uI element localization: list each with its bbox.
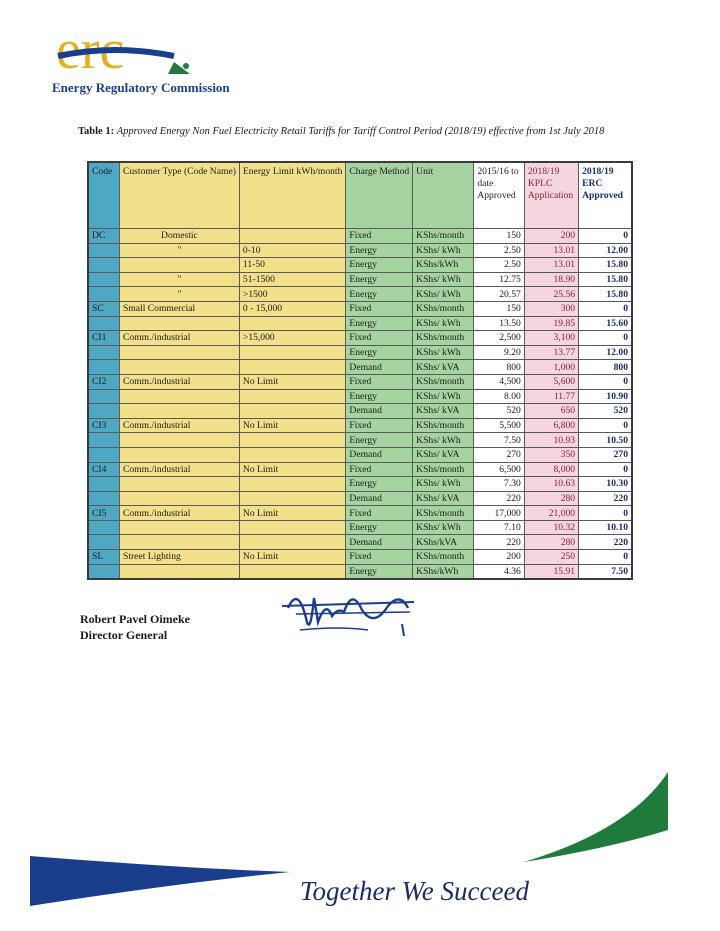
caption-label: Table 1: <box>78 126 115 137</box>
signatory-title: Director General <box>80 628 168 642</box>
cell-erc: 10.10 <box>579 520 632 535</box>
cell-unit: KShs/ kVA <box>413 404 474 419</box>
cell-erc: 7.50 <box>579 564 632 579</box>
cell-kplc: 250 <box>524 550 578 565</box>
table-row <box>88 331 632 346</box>
cell-kplc: 650 <box>524 404 578 419</box>
cell-erc: 0 <box>579 229 632 244</box>
cell-code <box>88 345 119 360</box>
cell-customer <box>119 258 239 273</box>
cell-charge: Energy <box>346 316 413 331</box>
cell-charge: Energy <box>346 287 413 302</box>
cell-a15: 4,500 <box>474 374 525 389</box>
caption-text: Approved Energy Non Fuel Electricity Retail Tariffs for Tariff Control Period (2018/19) effective from 1st July 2018 <box>116 126 605 137</box>
cell-erc: 270 <box>579 447 632 462</box>
cell-kplc: 19.85 <box>524 316 578 331</box>
cell-code <box>88 477 119 492</box>
cell-limit: 0 - 15,000 <box>239 301 345 316</box>
cell-erc: 0 <box>579 550 632 565</box>
cell-unit: KShs/month <box>413 229 474 244</box>
cell-kplc: 200 <box>524 229 578 244</box>
cell-a15: 800 <box>474 360 525 375</box>
cell-limit <box>239 491 345 506</box>
cell-a15: 270 <box>474 447 525 462</box>
table-row <box>88 535 632 550</box>
cell-customer: Domestic <box>119 229 239 244</box>
cell-charge: Energy <box>346 258 413 273</box>
table-row <box>88 550 632 565</box>
cell-code <box>88 404 119 419</box>
cell-unit: KShs/ kWh <box>413 433 474 448</box>
header-kplc: 2018/19 KPLC Application <box>524 162 578 229</box>
cell-limit <box>239 477 345 492</box>
cell-unit: KShs/ kWh <box>413 389 474 404</box>
cell-code: DC <box>88 229 119 244</box>
cell-charge: Demand <box>346 404 413 419</box>
cell-code: CI2 <box>88 374 119 389</box>
cell-customer <box>119 447 239 462</box>
cell-code: CI4 <box>88 462 119 477</box>
cell-a15: 7.30 <box>474 477 525 492</box>
cell-charge: Fixed <box>346 418 413 433</box>
cell-code <box>88 520 119 535</box>
cell-erc: 800 <box>579 360 632 375</box>
cell-customer: " <box>119 272 239 287</box>
cell-kplc: 10.32 <box>524 520 578 535</box>
cell-code <box>88 258 119 273</box>
cell-customer: " <box>119 287 239 302</box>
cell-unit: KShs/kVA <box>413 535 474 550</box>
cell-unit: KShs/ kWh <box>413 272 474 287</box>
cell-limit: No Limit <box>239 374 345 389</box>
cell-a15: 7.10 <box>474 520 525 535</box>
cell-unit: KShs/month <box>413 506 474 521</box>
cell-charge: Energy <box>346 389 413 404</box>
cell-unit: KShs/ kWh <box>413 316 474 331</box>
table-row <box>88 360 632 375</box>
cell-customer: Comm./industrial <box>119 331 239 346</box>
cell-unit: KShs/ kVA <box>413 447 474 462</box>
cell-a15: 2,500 <box>474 331 525 346</box>
cell-customer <box>119 477 239 492</box>
table-row <box>88 272 632 287</box>
header-limit: Energy Limit kWh/month <box>239 162 345 229</box>
cell-a15: 12.75 <box>474 272 525 287</box>
cell-kplc: 18.90 <box>524 272 578 287</box>
cell-a15: 520 <box>474 404 525 419</box>
cell-kplc: 25.56 <box>524 287 578 302</box>
table-row <box>88 316 632 331</box>
cell-erc: 10.30 <box>579 477 632 492</box>
cell-unit: KShs/month <box>413 301 474 316</box>
table-row <box>88 345 632 360</box>
cell-code <box>88 564 119 579</box>
cell-erc: 10.50 <box>579 433 632 448</box>
table-header-row <box>88 162 632 229</box>
table-row <box>88 564 632 579</box>
header-erc: 2018/19 ERC Approved <box>579 162 632 229</box>
cell-limit <box>239 389 345 404</box>
cell-a15: 150 <box>474 229 525 244</box>
cell-charge: Fixed <box>346 506 413 521</box>
cell-code: SC <box>88 301 119 316</box>
cell-charge: Fixed <box>346 331 413 346</box>
header-customer: Customer Type (Code Name) <box>119 162 239 229</box>
cell-erc: 15.80 <box>579 272 632 287</box>
cell-a15: 17,000 <box>474 506 525 521</box>
cell-unit: KShs/ kVA <box>413 491 474 506</box>
cell-kplc: 5,600 <box>524 374 578 389</box>
signatory-name: Robert Pavel Oimeke <box>80 612 190 626</box>
cell-code <box>88 491 119 506</box>
cell-charge: Energy <box>346 564 413 579</box>
header-charge: Charge Method <box>346 162 413 229</box>
cell-kplc: 10.63 <box>524 477 578 492</box>
table-body <box>88 229 632 580</box>
blue-swoosh <box>0 850 300 910</box>
cell-limit <box>239 229 345 244</box>
cell-code <box>88 243 119 258</box>
cell-erc: 520 <box>579 404 632 419</box>
cell-limit: 51-1500 <box>239 272 345 287</box>
cell-limit <box>239 520 345 535</box>
cell-a15: 13.50 <box>474 316 525 331</box>
signature-image <box>278 578 418 644</box>
cell-customer <box>119 520 239 535</box>
table-row <box>88 506 632 521</box>
cell-limit: No Limit <box>239 506 345 521</box>
cell-limit: 11-50 <box>239 258 345 273</box>
cell-customer: Street Lighting <box>119 550 239 565</box>
cell-charge: Energy <box>346 433 413 448</box>
table-row <box>88 374 632 389</box>
table-row <box>88 301 632 316</box>
cell-kplc: 3,100 <box>524 331 578 346</box>
table-row <box>88 258 632 273</box>
cell-erc: 0 <box>579 301 632 316</box>
org-name: Energy Regulatory Commission <box>52 80 230 95</box>
cell-erc: 12.00 <box>579 345 632 360</box>
cell-limit: >15,000 <box>239 331 345 346</box>
cell-customer <box>119 535 239 550</box>
cell-a15: 7.50 <box>474 433 525 448</box>
cell-limit: No Limit <box>239 462 345 477</box>
cell-customer: Small Commercial <box>119 301 239 316</box>
cell-erc: 0 <box>579 506 632 521</box>
cell-erc: 15.60 <box>579 316 632 331</box>
cell-unit: KShs/kWh <box>413 258 474 273</box>
cell-code <box>88 433 119 448</box>
cell-code <box>88 316 119 331</box>
cell-a15: 5,500 <box>474 418 525 433</box>
logo-mark-letters: erc <box>56 22 125 78</box>
cell-charge: Demand <box>346 360 413 375</box>
cell-charge: Demand <box>346 491 413 506</box>
cell-code <box>88 389 119 404</box>
erc-logo <box>52 22 252 102</box>
cell-charge: Energy <box>346 243 413 258</box>
cell-erc: 0 <box>579 374 632 389</box>
cell-customer <box>119 564 239 579</box>
cell-customer: Comm./industrial <box>119 418 239 433</box>
cell-erc: 0 <box>579 331 632 346</box>
table-row <box>88 520 632 535</box>
cell-customer: Comm./industrial <box>119 374 239 389</box>
cell-charge: Fixed <box>346 550 413 565</box>
cell-customer <box>119 316 239 331</box>
cell-kplc: 13.77 <box>524 345 578 360</box>
cell-kplc: 10.93 <box>524 433 578 448</box>
cell-erc: 15.80 <box>579 258 632 273</box>
cell-charge: Energy <box>346 520 413 535</box>
table-row <box>88 491 632 506</box>
cell-unit: KShs/month <box>413 418 474 433</box>
cell-kplc: 280 <box>524 491 578 506</box>
cell-charge: Demand <box>346 535 413 550</box>
cell-limit: 0-10 <box>239 243 345 258</box>
cell-customer <box>119 404 239 419</box>
cell-limit: No Limit <box>239 418 345 433</box>
cell-limit <box>239 360 345 375</box>
tariff-table <box>87 161 633 580</box>
footer-slogan: Together We Succeed <box>300 876 529 906</box>
table-row <box>88 287 632 302</box>
cell-unit: KShs/kWh <box>413 564 474 579</box>
cell-code <box>88 535 119 550</box>
table-row <box>88 243 632 258</box>
cell-kplc: 15.91 <box>524 564 578 579</box>
cell-charge: Fixed <box>346 301 413 316</box>
cell-unit: KShs/month <box>413 550 474 565</box>
cell-a15: 8.00 <box>474 389 525 404</box>
erc-logo-mark <box>56 22 206 78</box>
cell-customer <box>119 389 239 404</box>
cell-limit <box>239 433 345 448</box>
cell-erc: 12.00 <box>579 243 632 258</box>
table-row <box>88 477 632 492</box>
cell-charge: Fixed <box>346 229 413 244</box>
cell-code: CI3 <box>88 418 119 433</box>
cell-unit: KShs/ kWh <box>413 345 474 360</box>
cell-limit: >1500 <box>239 287 345 302</box>
cell-customer <box>119 491 239 506</box>
cell-kplc: 350 <box>524 447 578 462</box>
cell-kplc: 6,800 <box>524 418 578 433</box>
cell-kplc: 11.77 <box>524 389 578 404</box>
cell-erc: 220 <box>579 491 632 506</box>
cell-charge: Energy <box>346 477 413 492</box>
cell-kplc: 21,000 <box>524 506 578 521</box>
cell-kplc: 280 <box>524 535 578 550</box>
cell-erc: 0 <box>579 462 632 477</box>
cell-kplc: 13.01 <box>524 258 578 273</box>
cell-kplc: 1,000 <box>524 360 578 375</box>
cell-a15: 200 <box>474 550 525 565</box>
table-row <box>88 418 632 433</box>
signatory-block <box>80 611 190 643</box>
cell-unit: KShs/month <box>413 331 474 346</box>
cell-charge: Demand <box>346 447 413 462</box>
table-row <box>88 404 632 419</box>
cell-customer <box>119 345 239 360</box>
cell-a15: 9.20 <box>474 345 525 360</box>
cell-code: SL <box>88 550 119 565</box>
cell-erc: 10.90 <box>579 389 632 404</box>
cell-limit <box>239 535 345 550</box>
table-caption <box>78 126 638 137</box>
cell-charge: Energy <box>346 345 413 360</box>
cell-customer: " <box>119 243 239 258</box>
cell-code: CI5 <box>88 506 119 521</box>
cell-limit <box>239 316 345 331</box>
cell-kplc: 8,000 <box>524 462 578 477</box>
cell-a15: 220 <box>474 535 525 550</box>
cell-a15: 6,500 <box>474 462 525 477</box>
cell-charge: Fixed <box>346 462 413 477</box>
cell-code <box>88 272 119 287</box>
cell-charge: Energy <box>346 272 413 287</box>
cell-customer: Comm./industrial <box>119 462 239 477</box>
cell-limit: No Limit <box>239 550 345 565</box>
cell-limit <box>239 345 345 360</box>
cell-limit <box>239 564 345 579</box>
table-row <box>88 433 632 448</box>
table-row <box>88 447 632 462</box>
table-row <box>88 462 632 477</box>
cell-kplc: 300 <box>524 301 578 316</box>
table-row <box>88 229 632 244</box>
cell-a15: 220 <box>474 491 525 506</box>
cell-code <box>88 287 119 302</box>
cell-limit <box>239 404 345 419</box>
cell-code <box>88 447 119 462</box>
cell-unit: KShs/month <box>413 462 474 477</box>
cell-charge: Fixed <box>346 374 413 389</box>
header-approved-2015: 2015/16 to date Approved <box>474 162 525 229</box>
cell-a15: 20.57 <box>474 287 525 302</box>
cell-kplc: 13.01 <box>524 243 578 258</box>
cell-a15: 150 <box>474 301 525 316</box>
header-unit: Unit <box>413 162 474 229</box>
cell-unit: KShs/month <box>413 374 474 389</box>
table-row <box>88 389 632 404</box>
cell-customer <box>119 433 239 448</box>
cell-erc: 0 <box>579 418 632 433</box>
cell-unit: KShs/ kWh <box>413 520 474 535</box>
cell-unit: KShs/ kWh <box>413 287 474 302</box>
cell-unit: KShs/ kVA <box>413 360 474 375</box>
cell-erc: 15.80 <box>579 287 632 302</box>
cell-customer <box>119 360 239 375</box>
cell-unit: KShs/ kWh <box>413 243 474 258</box>
header-code: Code <box>88 162 119 229</box>
cell-limit <box>239 447 345 462</box>
cell-code <box>88 360 119 375</box>
cell-customer: Comm./industrial <box>119 506 239 521</box>
cell-a15: 4.36 <box>474 564 525 579</box>
cell-unit: KShs/ kWh <box>413 477 474 492</box>
cell-code: CI1 <box>88 331 119 346</box>
cell-a15: 2.50 <box>474 243 525 258</box>
cell-erc: 220 <box>579 535 632 550</box>
cell-a15: 2.50 <box>474 258 525 273</box>
green-swoosh <box>520 770 720 870</box>
